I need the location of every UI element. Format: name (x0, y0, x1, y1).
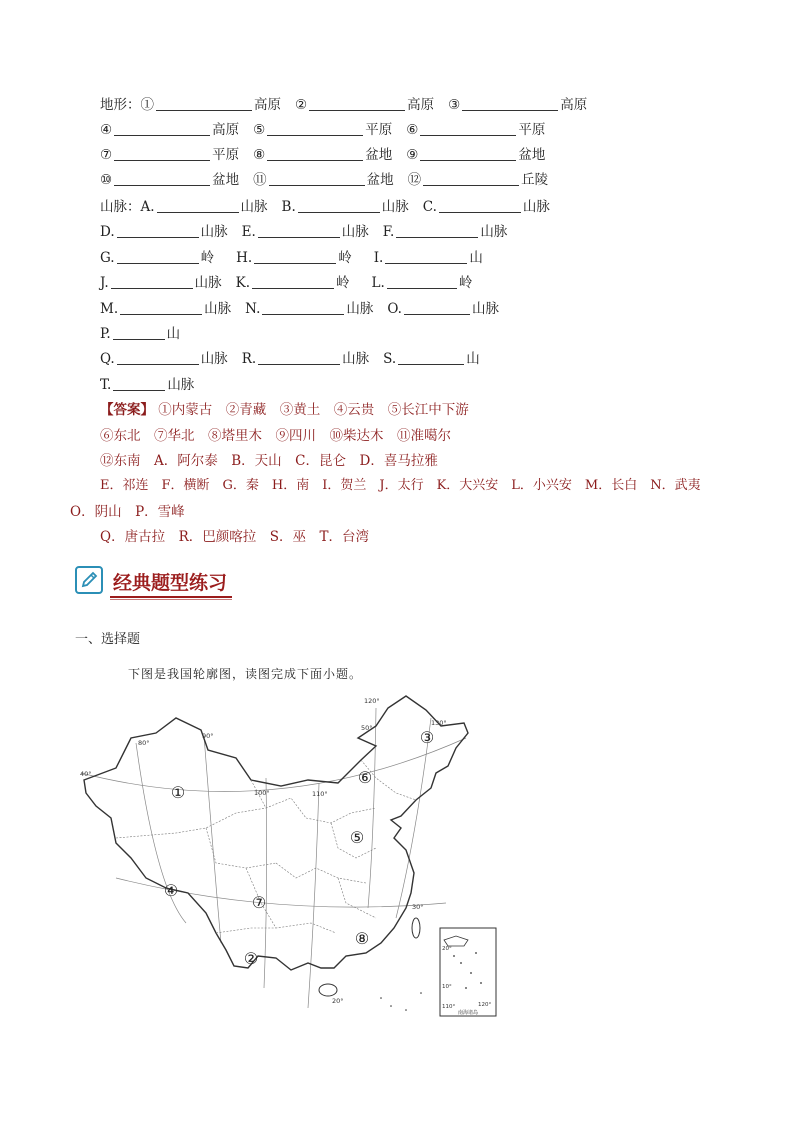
blank-letter: D. (100, 224, 115, 240)
question-subheading: 一、选择题 (75, 632, 141, 647)
blank-suffix: 山脉 (200, 351, 228, 367)
blank-line[interactable] (117, 249, 199, 264)
blank-letter: A. (140, 199, 155, 215)
label-8: ⑧ (354, 929, 370, 948)
country-outline (84, 696, 468, 970)
deg-30: 30° (412, 903, 424, 911)
answer-line-3 (100, 451, 438, 471)
answer-line-4 (100, 476, 701, 496)
blank-suffix: 山脉 (204, 301, 232, 317)
landform-row-3 (100, 145, 545, 165)
label-1: ① (170, 783, 186, 802)
deg-120: 120° (364, 697, 380, 705)
blank-line[interactable] (420, 121, 516, 136)
inset-deg-10: 10° (442, 984, 452, 990)
label-4: ④ (163, 881, 179, 900)
blank-line[interactable] (267, 146, 363, 161)
blank-num: ② (295, 97, 308, 113)
blank-line[interactable] (113, 376, 165, 391)
answer-text: ⑥东北 ⑦华北 ⑧塔里木 ⑨四川 ⑩柴达木 ⑪准噶尔 (100, 428, 451, 444)
label-7: ⑦ (251, 893, 267, 912)
blank-suffix: 高原 (560, 97, 588, 113)
blank-suffix: 盆地 (365, 147, 393, 163)
answer-text: O．阴山 P．雪峰 (70, 504, 185, 520)
deg-20: 20° (332, 997, 344, 1005)
blank-line[interactable] (262, 300, 344, 315)
blank-line[interactable] (398, 350, 464, 365)
answer-line-2 (100, 426, 451, 446)
blank-suffix: 山脉 (167, 377, 195, 393)
mountain-row-6 (100, 324, 180, 344)
blank-suffix: 山脉 (341, 224, 369, 240)
blank-line[interactable] (111, 274, 193, 289)
answer-line-1 (100, 400, 469, 420)
blank-suffix: 丘陵 (521, 172, 549, 188)
blank-suffix: 高原 (407, 97, 435, 113)
blank-letter: T. (100, 377, 112, 393)
mountain-label: 山脉： (100, 199, 141, 215)
landform-label: 地形： (100, 97, 141, 113)
blank-line[interactable] (462, 96, 558, 111)
blank-letter: I. (373, 250, 384, 266)
blank-suffix: 山 (469, 250, 483, 266)
landform-row-4 (100, 170, 548, 190)
deg-110: 110° (312, 790, 328, 798)
blank-line[interactable] (258, 350, 340, 365)
blank-suffix: 高原 (254, 97, 281, 113)
section-title: 经典题型练习 (113, 572, 228, 594)
blank-letter: Q. (100, 351, 115, 367)
blank-num: ⑩ (100, 172, 113, 188)
answer-line-6 (100, 527, 369, 547)
blank-line[interactable] (120, 300, 202, 315)
blank-num: ④ (100, 122, 113, 138)
section-underline (110, 596, 232, 598)
inset-deg-20: 20° (442, 946, 452, 952)
blank-suffix: 山 (466, 351, 480, 367)
blank-num: ⑪ (253, 172, 267, 188)
mountain-row-1 (100, 197, 550, 217)
blank-letter: P. (100, 326, 111, 342)
label-2: ② (243, 949, 259, 968)
blank-line[interactable] (439, 198, 521, 213)
label-6: ⑥ (357, 768, 373, 787)
blank-letter: H. (236, 250, 253, 266)
answer-text: ①内蒙古 ②青藏 ③黄土 ④云贵 ⑤长江中下游 (158, 402, 469, 418)
deg-100: 100° (254, 789, 270, 797)
blank-line[interactable] (156, 96, 252, 111)
blank-suffix: 平原 (365, 122, 393, 138)
answer-text: E．祁连 F．横断 G．秦 H．南 I．贺兰 J．太行 K．大兴安 L．小兴安 M．长白 N．武夷 (100, 478, 701, 493)
blank-letter: L. (371, 275, 385, 291)
degree-labels (80, 697, 447, 1005)
landform-row-2 (100, 120, 545, 140)
blank-num: ⑫ (407, 172, 422, 188)
blank-line[interactable] (117, 223, 199, 238)
mountain-row-8 (100, 375, 194, 395)
mountain-row-3 (100, 248, 483, 268)
pencil-icon (75, 566, 103, 594)
blank-line[interactable] (157, 198, 239, 213)
blank-letter: R. (241, 351, 257, 367)
inset-deg-120: 120° (478, 1002, 492, 1008)
deg-90: 90° (202, 732, 214, 740)
blank-suffix: 山脉 (240, 199, 268, 215)
blank-line[interactable] (258, 223, 340, 238)
deg-80: 80° (138, 739, 150, 747)
blank-line[interactable] (309, 96, 405, 111)
blank-suffix: 岭 (338, 250, 352, 266)
mountain-row-4 (100, 273, 472, 293)
blank-suffix: 山脉 (200, 224, 228, 240)
blank-letter: F. (382, 224, 395, 240)
blank-line[interactable] (396, 223, 478, 238)
landform-row-1 (100, 95, 587, 115)
inset-deg-110: 110° (442, 1004, 456, 1010)
blank-suffix: 山脉 (471, 301, 499, 317)
hainan-island (319, 984, 337, 996)
blank-num: ⑥ (406, 122, 419, 138)
answer-text: Q．唐古拉 R．巴颜喀拉 S．巫 T．台湾 (100, 529, 369, 545)
mountain-row-2 (100, 222, 507, 242)
blank-letter: G. (100, 250, 115, 266)
taiwan-island (412, 918, 420, 938)
blank-line[interactable] (252, 274, 334, 289)
blank-line[interactable] (423, 171, 519, 186)
blank-suffix: 岭 (458, 275, 473, 291)
blank-line[interactable] (117, 350, 199, 365)
blank-line[interactable] (385, 249, 467, 264)
blank-suffix: 高原 (212, 122, 240, 138)
blank-letter: O. (387, 301, 402, 317)
mountain-row-5 (100, 299, 499, 319)
blank-num: ③ (448, 97, 461, 113)
blank-line[interactable] (113, 325, 165, 340)
blank-letter: B. (281, 199, 296, 215)
blank-letter: S. (383, 351, 397, 367)
answer-text: ⑫东南 A．阿尔泰 B．天山 C．昆仑 D．喜马拉雅 (100, 453, 438, 469)
blank-suffix: 山 (166, 326, 181, 342)
mountain-row-7 (100, 349, 480, 369)
blank-num: ⑦ (100, 147, 113, 163)
blank-suffix: 盆地 (212, 172, 240, 188)
blank-letter: M. (100, 301, 119, 317)
section-underline (110, 599, 232, 600)
blank-letter: C. (422, 199, 437, 215)
china-outline-map (76, 688, 506, 1023)
blank-line[interactable] (114, 146, 210, 161)
blank-num: ⑨ (406, 147, 419, 163)
blank-line[interactable] (420, 146, 516, 161)
deg-40: 40° (80, 770, 92, 778)
blank-line[interactable] (267, 121, 363, 136)
deg-130: 130° (431, 719, 447, 727)
blank-line[interactable] (114, 121, 210, 136)
blank-num: ⑤ (253, 122, 266, 138)
blank-suffix: 山脉 (346, 301, 374, 317)
blank-letter: E. (241, 224, 256, 240)
label-5: ⑤ (349, 828, 365, 847)
blank-suffix: 山脉 (480, 224, 508, 240)
blank-suffix: 岭 (200, 250, 215, 266)
blank-letter: J. (100, 275, 109, 291)
blank-suffix: 山脉 (522, 199, 550, 215)
region-labels (164, 728, 434, 968)
blank-suffix: 山脉 (381, 199, 409, 215)
question-intro: 下图是我国轮廓图，读图完成下面小题。 (128, 667, 363, 681)
blank-suffix: 盆地 (518, 147, 546, 163)
blank-num: ① (140, 97, 154, 113)
blank-line[interactable] (269, 171, 365, 186)
south-china-sea-inset (440, 928, 496, 1016)
blank-suffix: 山脉 (194, 275, 222, 291)
blank-line[interactable] (298, 198, 380, 213)
blank-line[interactable] (254, 249, 336, 264)
blank-num: ⑧ (253, 147, 266, 163)
scattered-islands (380, 992, 422, 1011)
deg-50: 50° (361, 724, 373, 732)
blank-suffix: 盆地 (366, 172, 394, 188)
blank-suffix: 平原 (518, 122, 546, 138)
blank-line[interactable] (387, 274, 457, 289)
blank-suffix: 岭 (336, 275, 350, 291)
blank-line[interactable] (404, 300, 470, 315)
blank-line[interactable] (114, 171, 210, 186)
inset-caption: 南海诸岛 (457, 1010, 479, 1016)
label-3: ③ (419, 728, 435, 747)
blank-suffix: 山脉 (342, 351, 370, 367)
blank-letter: K. (235, 275, 251, 291)
answer-label: 【答案】 (100, 402, 154, 418)
blank-letter: N. (245, 301, 261, 317)
answer-line-5 (70, 502, 185, 522)
blank-suffix: 平原 (212, 147, 240, 163)
